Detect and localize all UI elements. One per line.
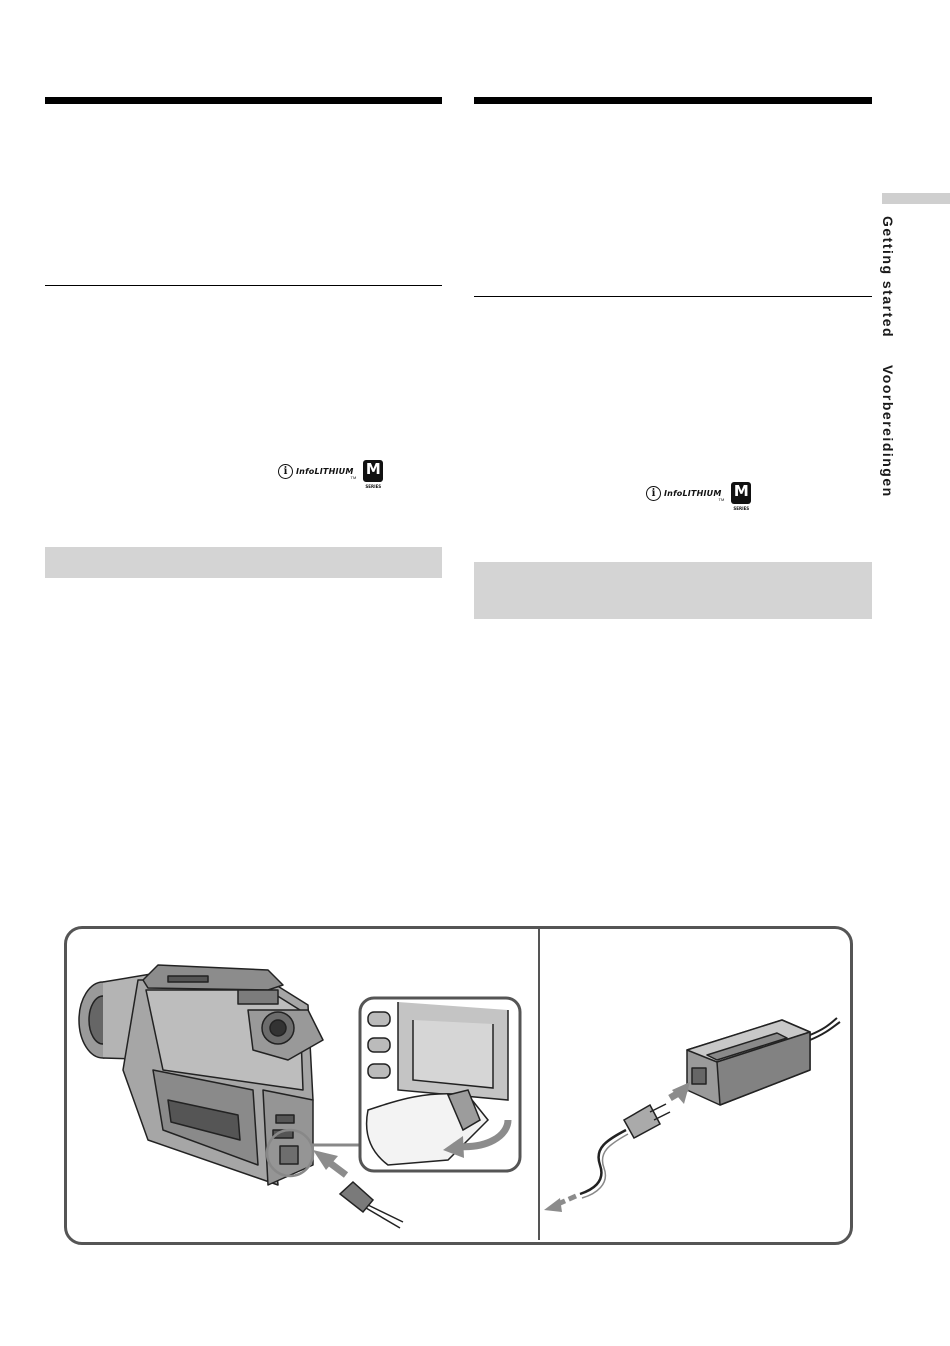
info-icon: i bbox=[278, 464, 293, 479]
info-icon: i bbox=[646, 486, 661, 501]
side-tab-marker bbox=[882, 193, 950, 204]
camcorder-illustration bbox=[68, 950, 533, 1235]
side-tab-label-primary: Getting started bbox=[880, 216, 896, 339]
ac-adaptor-illustration bbox=[542, 1000, 842, 1230]
right-section-divider bbox=[474, 296, 872, 297]
series-m-icon: M SERIES bbox=[363, 460, 383, 482]
logo-tm: TM bbox=[718, 496, 725, 502]
series-word: SERIES bbox=[733, 506, 750, 511]
series-word: SERIES bbox=[365, 484, 382, 489]
right-infolithium-logo bbox=[646, 482, 751, 511]
left-heading-rule bbox=[45, 97, 442, 104]
left-section-divider bbox=[45, 285, 442, 286]
series-m-icon: M SERIES bbox=[731, 482, 751, 504]
illustration-panel-divider bbox=[538, 928, 540, 1240]
right-heading-rule bbox=[474, 97, 872, 104]
logo-brand-text: InfoLITHIUM bbox=[296, 466, 354, 476]
logo-brand-text: InfoLITHIUM bbox=[664, 488, 722, 498]
logo-tm: TM bbox=[350, 474, 357, 480]
left-grey-band bbox=[45, 547, 442, 578]
side-tab-label-secondary: Voorbereidingen bbox=[880, 365, 896, 498]
right-grey-band bbox=[474, 562, 872, 619]
left-infolithium-logo bbox=[278, 460, 383, 489]
